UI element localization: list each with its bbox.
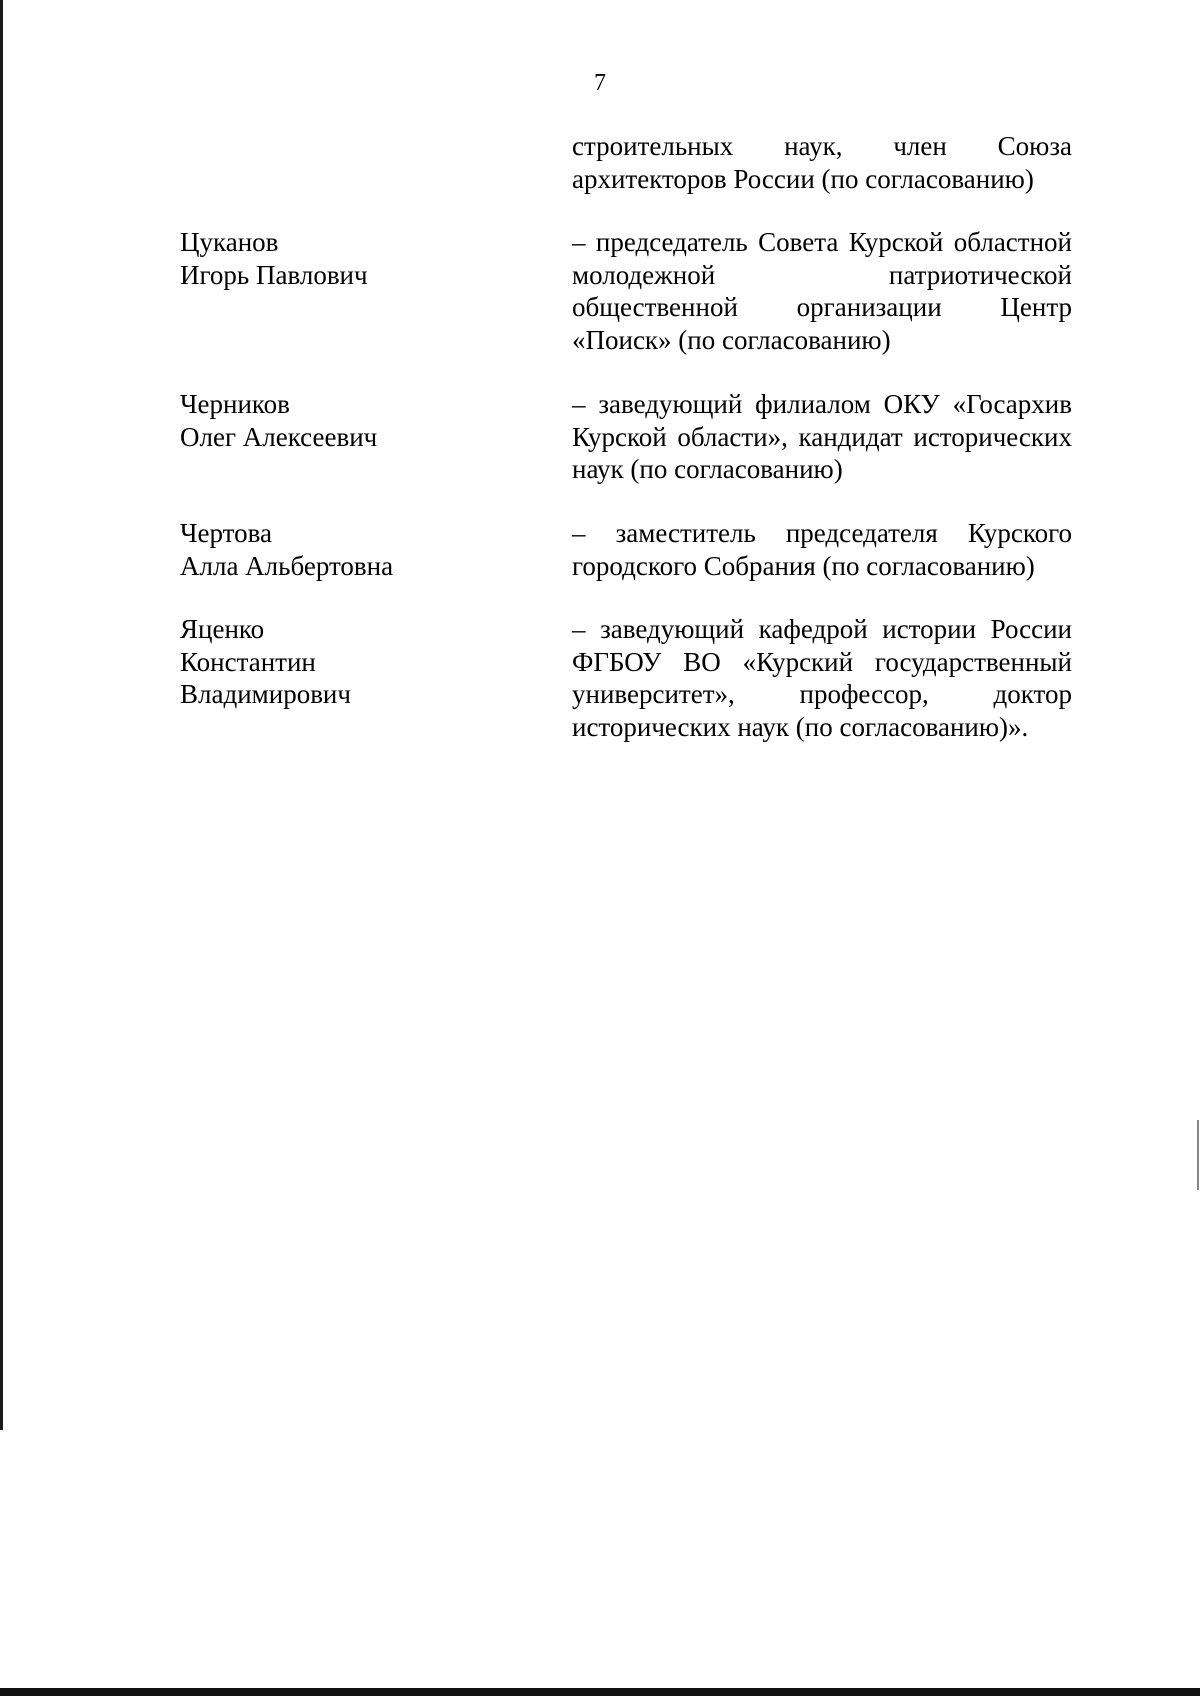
member-given-names: Алла Альбертовна — [180, 550, 394, 581]
member-name — [180, 517, 510, 582]
member-surname: Черников — [180, 389, 290, 419]
scan-edge-left — [0, 0, 3, 1430]
member-position: – заместитель председателя Курского городского Собрания (по согласованию) — [572, 518, 1072, 581]
member-surname: Яценко — [180, 614, 265, 644]
member-given-names: Олег Алексеевич — [180, 421, 378, 452]
member-position: – заведующий филиалом ОКУ «Госархив Курской области», кандидат исторических наук (по согласованию) — [572, 389, 1072, 484]
member-position: – председатель Совета Курской областной молодежной патриотической общественной организации Центр «Поиск» (по согласованию) — [572, 227, 1072, 355]
member-patronymic: Владимирович — [180, 679, 351, 709]
page-number: 7 — [594, 70, 606, 96]
member-name — [180, 613, 510, 711]
member-name — [180, 226, 510, 291]
scan-edge-bottom — [0, 1688, 1200, 1696]
scan-edge-right-mark — [1197, 1120, 1199, 1190]
member-given-names: Игорь Павлович — [180, 259, 368, 290]
continued-description: строительных наук, член Союза архитекторов России (по согласованию) — [572, 131, 1072, 194]
member-surname: Чертова — [180, 518, 272, 548]
member-name — [180, 388, 510, 453]
member-surname: Цуканов — [180, 227, 279, 257]
member-position: – заведующий кафедрой истории России ФГБОУ ВО «Курский государственный университет», профессор, доктор исторических наук (по согласованию)». — [572, 614, 1072, 742]
member-first-name: Константин — [180, 646, 316, 677]
